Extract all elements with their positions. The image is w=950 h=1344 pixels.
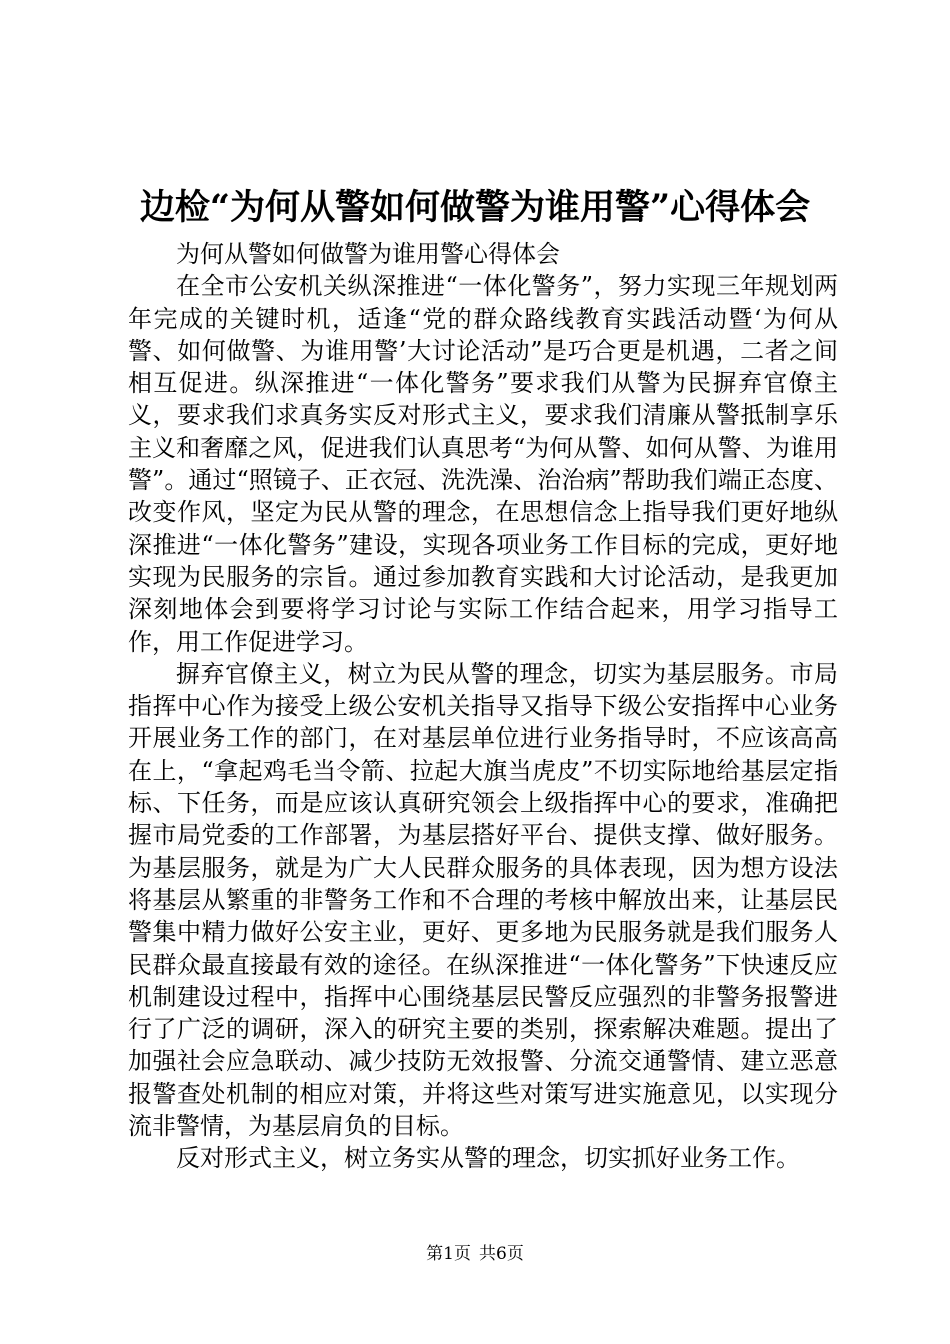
body-paragraph: 在全市公安机关纵深推进“一体化警务”，努力实现三年规划两年完成的关键时机，适逢“党的群众路线教育实践活动暨‘为何从警、如何做警、为谁用警’大讨论活动”是巧合更是机遇，二者之间相互促进。纵深推进“一体化警务”要求我们从警为民摒弃官僚主义，要求我们求真务实反对形式主义，要求我们清廉从警抵制享乐主义和奢靡之风，促进我们认真思考“为何从警、如何从警、为谁用警”。通过“照镜子、正衣冠、洗洗澡、治治病”帮助我们端正态度、改变作风，坚定为民从警的理念，在思想信念上指导我们更好地纵深推进“一体化警务”建设，实现各项业务工作目标的完成，更好地实现为民服务的宗旨。通过参加教育实践和大讨论活动，是我更加深刻地体会到要将学习讨论与实际工作结合起来，用学习指导工作，用工作促进学习。 <box>128 272 838 656</box>
page-number: 第1页 <box>426 1244 471 1264</box>
document-title: 边检“为何从警如何做警为谁用警”心得体会 <box>139 187 811 228</box>
document-body <box>128 238 838 1175</box>
subtitle-paragraph: 为何从警如何做警为谁用警心得体会 <box>176 240 560 268</box>
page-total: 共6页 <box>479 1244 524 1264</box>
page-footer <box>0 1242 950 1266</box>
body-paragraph: 反对形式主义，树立务实从警的理念，切实抓好业务工作。 <box>176 1144 800 1173</box>
body-paragraph: 摒弃官僚主义，树立为民从警的理念，切实为基层服务。市局指挥中心作为接受上级公安机关指导又指导下级公安指挥中心业务开展业务工作的部门，在对基层单位进行业务指导时，不应该高高在上，“拿起鸡毛当令箭、拉起大旗当虎皮”不切实际地给基层定指标、下任务，而是应该认真研究领会上级指挥中心的要求，准确把握市局党委的工作部署，为基层搭好平台、提供支撑、做好服务。为基层服务，就是为广大人民群众服务的具体表现，因为想方设法将基层从繁重的非警务工作和不合理的考核中解放出来，让基层民警集中精力做好公安主业，更好、更多地为民服务就是我们服务人民群众最直接最有效的途径。在纵深推进“一体化警务”下快速反应机制建设过程中，指挥中心围绕基层民警反应强烈的非警务报警进行了广泛的调研，深入的研究主要的类别，探索解决难题。提出了加强社会应急联动、减少技防无效报警、分流交通警情、建立恶意报警查处机制的相应对策，并将这些对策写进实施意见，以实现分流非警情，为基层肩负的目标。 <box>128 659 838 1141</box>
